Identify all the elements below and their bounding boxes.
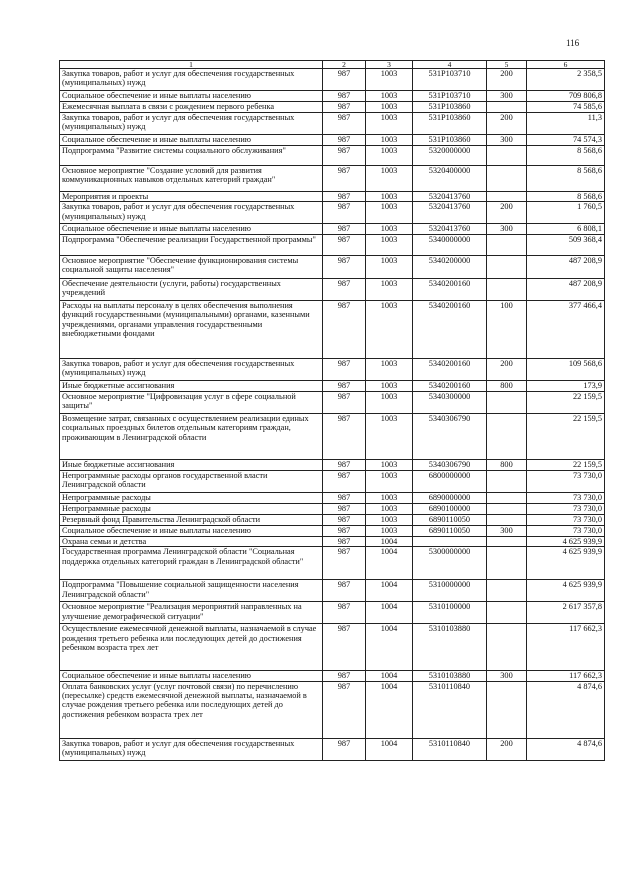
row-target-code: 5300000000 bbox=[413, 547, 487, 580]
table-row bbox=[60, 358, 605, 380]
row-department-code: 987 bbox=[323, 146, 366, 166]
row-amount: 1 760,5 bbox=[527, 202, 605, 224]
row-department-code: 987 bbox=[323, 358, 366, 380]
row-section-code: 1004 bbox=[366, 671, 413, 681]
row-department-code: 987 bbox=[323, 503, 366, 514]
row-description: Непрограммные расходы bbox=[60, 503, 323, 514]
row-expense-type-code: 200 bbox=[487, 358, 527, 380]
row-target-code: 5340306790 bbox=[413, 459, 487, 470]
row-amount: 73 730,0 bbox=[527, 503, 605, 514]
row-section-code: 1003 bbox=[366, 135, 413, 146]
row-amount: 2 358,5 bbox=[527, 69, 605, 91]
row-description: Закупка товаров, работ и услуг для обеспечения государственных (муниципальных) нужд bbox=[60, 113, 323, 135]
row-department-code: 987 bbox=[323, 738, 366, 760]
row-section-code: 1003 bbox=[366, 514, 413, 525]
table-row bbox=[60, 300, 605, 358]
row-target-code: 6890110050 bbox=[413, 514, 487, 525]
row-target-code: 6890110050 bbox=[413, 525, 487, 536]
row-section-code: 1003 bbox=[366, 146, 413, 166]
table-body bbox=[60, 69, 605, 761]
row-description: Резервный фонд Правительства Ленинградской области bbox=[60, 514, 323, 525]
table-row bbox=[60, 255, 605, 278]
row-section-code: 1004 bbox=[366, 536, 413, 546]
row-amount: 22 159,5 bbox=[527, 459, 605, 470]
row-target-code: 531P103860 bbox=[413, 135, 487, 146]
table-row bbox=[60, 681, 605, 738]
row-expense-type-code bbox=[487, 278, 527, 300]
row-target-code: 6890100000 bbox=[413, 503, 487, 514]
row-expense-type-code: 200 bbox=[487, 69, 527, 91]
row-target-code: 5340200000 bbox=[413, 255, 487, 278]
row-description: Иные бюджетные ассигнования bbox=[60, 459, 323, 470]
row-department-code: 987 bbox=[323, 624, 366, 671]
column-number-row bbox=[60, 61, 605, 69]
row-section-code: 1003 bbox=[366, 255, 413, 278]
row-section-code: 1004 bbox=[366, 681, 413, 738]
row-department-code: 987 bbox=[323, 580, 366, 602]
row-expense-type-code bbox=[487, 255, 527, 278]
row-amount: 709 806,8 bbox=[527, 91, 605, 102]
row-description: Оплата банковских услуг (услуг почтовой связи) по перечислению (пересылке) средств ежемесячной денежной выплаты, назначаемой в случае рождения третьего ребенка или последующих детей до достижения ребенком возраста трех лет bbox=[60, 681, 323, 738]
row-amount: 487 208,9 bbox=[527, 255, 605, 278]
row-section-code: 1003 bbox=[366, 503, 413, 514]
row-department-code: 987 bbox=[323, 91, 366, 102]
row-section-code: 1003 bbox=[366, 69, 413, 91]
row-section-code: 1003 bbox=[366, 300, 413, 358]
row-expense-type-code bbox=[487, 602, 527, 624]
row-expense-type-code bbox=[487, 102, 527, 113]
row-department-code: 987 bbox=[323, 224, 366, 234]
row-target-code: 5340200160 bbox=[413, 380, 487, 391]
row-department-code: 987 bbox=[323, 234, 366, 255]
row-amount: 8 568,6 bbox=[527, 192, 605, 202]
table-row bbox=[60, 738, 605, 760]
row-description: Иные бюджетные ассигнования bbox=[60, 380, 323, 391]
row-section-code: 1004 bbox=[366, 738, 413, 760]
row-section-code: 1003 bbox=[366, 234, 413, 255]
row-department-code: 987 bbox=[323, 391, 366, 413]
row-expense-type-code: 200 bbox=[487, 202, 527, 224]
row-department-code: 987 bbox=[323, 255, 366, 278]
table-row bbox=[60, 525, 605, 536]
row-description: Закупка товаров, работ и услуг для обеспечения государственных (муниципальных) нужд bbox=[60, 69, 323, 91]
row-amount: 487 208,9 bbox=[527, 278, 605, 300]
row-description: Основное мероприятие "Реализация мероприятий направленных на улучшение демографической ситуации" bbox=[60, 602, 323, 624]
row-department-code: 987 bbox=[323, 492, 366, 503]
row-department-code: 987 bbox=[323, 102, 366, 113]
table-row bbox=[60, 278, 605, 300]
row-target-code: 5320000000 bbox=[413, 146, 487, 166]
row-expense-type-code bbox=[487, 624, 527, 671]
row-expense-type-code: 200 bbox=[487, 738, 527, 760]
row-expense-type-code bbox=[487, 166, 527, 192]
column-number-header: 6 bbox=[527, 61, 605, 69]
row-expense-type-code bbox=[487, 234, 527, 255]
row-expense-type-code: 300 bbox=[487, 224, 527, 234]
row-department-code: 987 bbox=[323, 113, 366, 135]
table-row bbox=[60, 391, 605, 413]
row-description: Мероприятия и проекты bbox=[60, 192, 323, 202]
row-target-code: 6890000000 bbox=[413, 492, 487, 503]
row-expense-type-code: 800 bbox=[487, 380, 527, 391]
row-expense-type-code: 300 bbox=[487, 91, 527, 102]
row-expense-type-code bbox=[487, 391, 527, 413]
row-target-code: 531P103860 bbox=[413, 113, 487, 135]
table-row bbox=[60, 492, 605, 503]
row-section-code: 1003 bbox=[366, 192, 413, 202]
row-expense-type-code bbox=[487, 503, 527, 514]
row-amount: 11,3 bbox=[527, 113, 605, 135]
row-description: Подпрограмма "Обеспечение реализации Государственной программы" bbox=[60, 234, 323, 255]
row-department-code: 987 bbox=[323, 514, 366, 525]
column-number-header: 3 bbox=[366, 61, 413, 69]
row-section-code: 1004 bbox=[366, 624, 413, 671]
row-expense-type-code bbox=[487, 547, 527, 580]
row-description: Социальное обеспечение и иные выплаты населению bbox=[60, 224, 323, 234]
row-description: Социальное обеспечение и иные выплаты населению bbox=[60, 525, 323, 536]
row-department-code: 987 bbox=[323, 192, 366, 202]
row-target-code: 5310103880 bbox=[413, 624, 487, 671]
row-department-code: 987 bbox=[323, 413, 366, 459]
row-section-code: 1004 bbox=[366, 580, 413, 602]
column-number-header: 2 bbox=[323, 61, 366, 69]
table-row bbox=[60, 580, 605, 602]
row-expense-type-code: 200 bbox=[487, 113, 527, 135]
row-department-code: 987 bbox=[323, 202, 366, 224]
column-number-header: 1 bbox=[60, 61, 323, 69]
row-description: Обеспечение деятельности (услуги, работы) государственных учреждений bbox=[60, 278, 323, 300]
row-department-code: 987 bbox=[323, 681, 366, 738]
table-row bbox=[60, 514, 605, 525]
row-section-code: 1003 bbox=[366, 113, 413, 135]
row-target-code: 5340200160 bbox=[413, 300, 487, 358]
row-department-code: 987 bbox=[323, 536, 366, 546]
row-expense-type-code: 300 bbox=[487, 525, 527, 536]
table-row bbox=[60, 102, 605, 113]
row-amount: 109 568,6 bbox=[527, 358, 605, 380]
row-amount: 2 617 357,8 bbox=[527, 602, 605, 624]
table-row bbox=[60, 624, 605, 671]
table-row bbox=[60, 380, 605, 391]
page-number: 116 bbox=[566, 38, 580, 48]
row-description: Возмещение затрат, связанных с осуществлением реализации единых социальных проездных билетов отдельным категориям граждан, проживающим в Ленинградской области bbox=[60, 413, 323, 459]
row-expense-type-code bbox=[487, 492, 527, 503]
row-amount: 74 574,3 bbox=[527, 135, 605, 146]
row-target-code: 5320413760 bbox=[413, 192, 487, 202]
row-description: Расходы на выплаты персоналу в целях обеспечения выполнения функций государственными (муниципальными) органами, казенными учреждениями, органами управления государственными внебюджетными фондами bbox=[60, 300, 323, 358]
row-amount: 74 585,6 bbox=[527, 102, 605, 113]
table-row bbox=[60, 146, 605, 166]
row-description: Осуществление ежемесячной денежной выплаты, назначаемой в случае рождения третьего ребенка или последующих детей до достижения ребенком возраста трех лет bbox=[60, 624, 323, 671]
row-description: Непрограммные расходы bbox=[60, 492, 323, 503]
row-target-code: 5340306790 bbox=[413, 413, 487, 459]
row-section-code: 1003 bbox=[366, 525, 413, 536]
row-amount: 509 368,4 bbox=[527, 234, 605, 255]
row-expense-type-code: 800 bbox=[487, 459, 527, 470]
row-target-code: 5340200160 bbox=[413, 278, 487, 300]
table-row bbox=[60, 234, 605, 255]
row-amount: 73 730,0 bbox=[527, 525, 605, 536]
row-department-code: 987 bbox=[323, 278, 366, 300]
row-department-code: 987 bbox=[323, 470, 366, 492]
row-section-code: 1003 bbox=[366, 166, 413, 192]
row-section-code: 1003 bbox=[366, 459, 413, 470]
table-row bbox=[60, 536, 605, 546]
row-target-code: 5340200160 bbox=[413, 358, 487, 380]
row-section-code: 1003 bbox=[366, 413, 413, 459]
row-target-code: 5310110840 bbox=[413, 738, 487, 760]
row-section-code: 1003 bbox=[366, 224, 413, 234]
row-target-code: 5320413760 bbox=[413, 224, 487, 234]
row-description: Подпрограмма "Развитие системы социального обслуживания" bbox=[60, 146, 323, 166]
row-amount: 22 159,5 bbox=[527, 413, 605, 459]
row-amount: 377 466,4 bbox=[527, 300, 605, 358]
row-section-code: 1003 bbox=[366, 380, 413, 391]
table-row bbox=[60, 503, 605, 514]
row-expense-type-code bbox=[487, 470, 527, 492]
row-expense-type-code bbox=[487, 413, 527, 459]
row-target-code: 5340000000 bbox=[413, 234, 487, 255]
row-description: Ежемесячная выплата в связи с рождением первого ребенка bbox=[60, 102, 323, 113]
row-department-code: 987 bbox=[323, 525, 366, 536]
row-department-code: 987 bbox=[323, 602, 366, 624]
row-target-code: 5310000000 bbox=[413, 580, 487, 602]
table-row bbox=[60, 192, 605, 202]
row-expense-type-code: 300 bbox=[487, 135, 527, 146]
row-target-code: 5320400000 bbox=[413, 166, 487, 192]
row-description: Закупка товаров, работ и услуг для обеспечения государственных (муниципальных) нужд bbox=[60, 358, 323, 380]
row-expense-type-code: 100 bbox=[487, 300, 527, 358]
row-expense-type-code bbox=[487, 146, 527, 166]
table-row bbox=[60, 602, 605, 624]
row-section-code: 1003 bbox=[366, 358, 413, 380]
row-section-code: 1003 bbox=[366, 391, 413, 413]
column-number-header: 4 bbox=[413, 61, 487, 69]
row-expense-type-code bbox=[487, 536, 527, 546]
row-description: Основное мероприятие "Цифровизация услуг в сфере социальной защиты" bbox=[60, 391, 323, 413]
row-expense-type-code bbox=[487, 514, 527, 525]
row-target-code bbox=[413, 536, 487, 546]
row-section-code: 1003 bbox=[366, 202, 413, 224]
row-description: Основное мероприятие "Создание условий для развития коммуникационных навыков отдельных категорий граждан" bbox=[60, 166, 323, 192]
row-expense-type-code bbox=[487, 681, 527, 738]
row-amount: 4 874,6 bbox=[527, 738, 605, 760]
row-description: Социальное обеспечение и иные выплаты населению bbox=[60, 91, 323, 102]
table-row bbox=[60, 224, 605, 234]
row-section-code: 1003 bbox=[366, 278, 413, 300]
row-target-code: 5310103880 bbox=[413, 671, 487, 681]
row-amount: 117 662,3 bbox=[527, 624, 605, 671]
row-description: Охрана семьи и детства bbox=[60, 536, 323, 546]
row-expense-type-code: 300 bbox=[487, 671, 527, 681]
table-row bbox=[60, 671, 605, 681]
budget-table bbox=[59, 60, 605, 761]
row-target-code: 5320413760 bbox=[413, 202, 487, 224]
table-row bbox=[60, 202, 605, 224]
row-section-code: 1003 bbox=[366, 102, 413, 113]
row-description: Государственная программа Ленинградской области "Социальная поддержка отдельных категорий граждан в Ленинградской области" bbox=[60, 547, 323, 580]
row-section-code: 1004 bbox=[366, 602, 413, 624]
row-amount: 4 625 939,9 bbox=[527, 547, 605, 580]
row-section-code: 1004 bbox=[366, 547, 413, 580]
table-row bbox=[60, 166, 605, 192]
table-row bbox=[60, 113, 605, 135]
row-department-code: 987 bbox=[323, 547, 366, 580]
row-target-code: 6800000000 bbox=[413, 470, 487, 492]
table-row bbox=[60, 459, 605, 470]
table-row bbox=[60, 413, 605, 459]
row-section-code: 1003 bbox=[366, 492, 413, 503]
table-row bbox=[60, 470, 605, 492]
column-number-header: 5 bbox=[487, 61, 527, 69]
row-department-code: 987 bbox=[323, 459, 366, 470]
row-target-code: 531P103860 bbox=[413, 102, 487, 113]
row-amount: 6 808,1 bbox=[527, 224, 605, 234]
row-target-code: 531P103710 bbox=[413, 69, 487, 91]
row-target-code: 5340300000 bbox=[413, 391, 487, 413]
row-expense-type-code bbox=[487, 580, 527, 602]
row-amount: 22 159,5 bbox=[527, 391, 605, 413]
table-row bbox=[60, 135, 605, 146]
row-department-code: 987 bbox=[323, 671, 366, 681]
row-amount: 73 730,0 bbox=[527, 492, 605, 503]
row-amount: 4 625 939,9 bbox=[527, 536, 605, 546]
row-expense-type-code bbox=[487, 192, 527, 202]
row-target-code: 531P103710 bbox=[413, 91, 487, 102]
row-amount: 73 730,0 bbox=[527, 514, 605, 525]
table-row bbox=[60, 547, 605, 580]
row-description: Непрограммные расходы органов государственной власти Ленинградской области bbox=[60, 470, 323, 492]
row-department-code: 987 bbox=[323, 69, 366, 91]
row-target-code: 5310110840 bbox=[413, 681, 487, 738]
row-amount: 73 730,0 bbox=[527, 470, 605, 492]
row-description: Подпрограмма "Повышение социальной защищенности населения Ленинградской области" bbox=[60, 580, 323, 602]
row-department-code: 987 bbox=[323, 300, 366, 358]
table-row bbox=[60, 91, 605, 102]
row-amount: 8 568,6 bbox=[527, 146, 605, 166]
row-department-code: 987 bbox=[323, 166, 366, 192]
row-amount: 4 625 939,9 bbox=[527, 580, 605, 602]
row-department-code: 987 bbox=[323, 380, 366, 391]
row-amount: 173,9 bbox=[527, 380, 605, 391]
row-target-code: 5310100000 bbox=[413, 602, 487, 624]
row-section-code: 1003 bbox=[366, 470, 413, 492]
row-description: Социальное обеспечение и иные выплаты населению bbox=[60, 671, 323, 681]
row-description: Социальное обеспечение и иные выплаты населению bbox=[60, 135, 323, 146]
row-description: Основное мероприятие "Обеспечение функционирования системы социальной защиты населения" bbox=[60, 255, 323, 278]
row-description: Закупка товаров, работ и услуг для обеспечения государственных (муниципальных) нужд bbox=[60, 738, 323, 760]
row-amount: 4 874,6 bbox=[527, 681, 605, 738]
row-amount: 8 568,6 bbox=[527, 166, 605, 192]
row-description: Закупка товаров, работ и услуг для обеспечения государственных (муниципальных) нужд bbox=[60, 202, 323, 224]
table-row bbox=[60, 69, 605, 91]
row-department-code: 987 bbox=[323, 135, 366, 146]
row-section-code: 1003 bbox=[366, 91, 413, 102]
row-amount: 117 662,3 bbox=[527, 671, 605, 681]
